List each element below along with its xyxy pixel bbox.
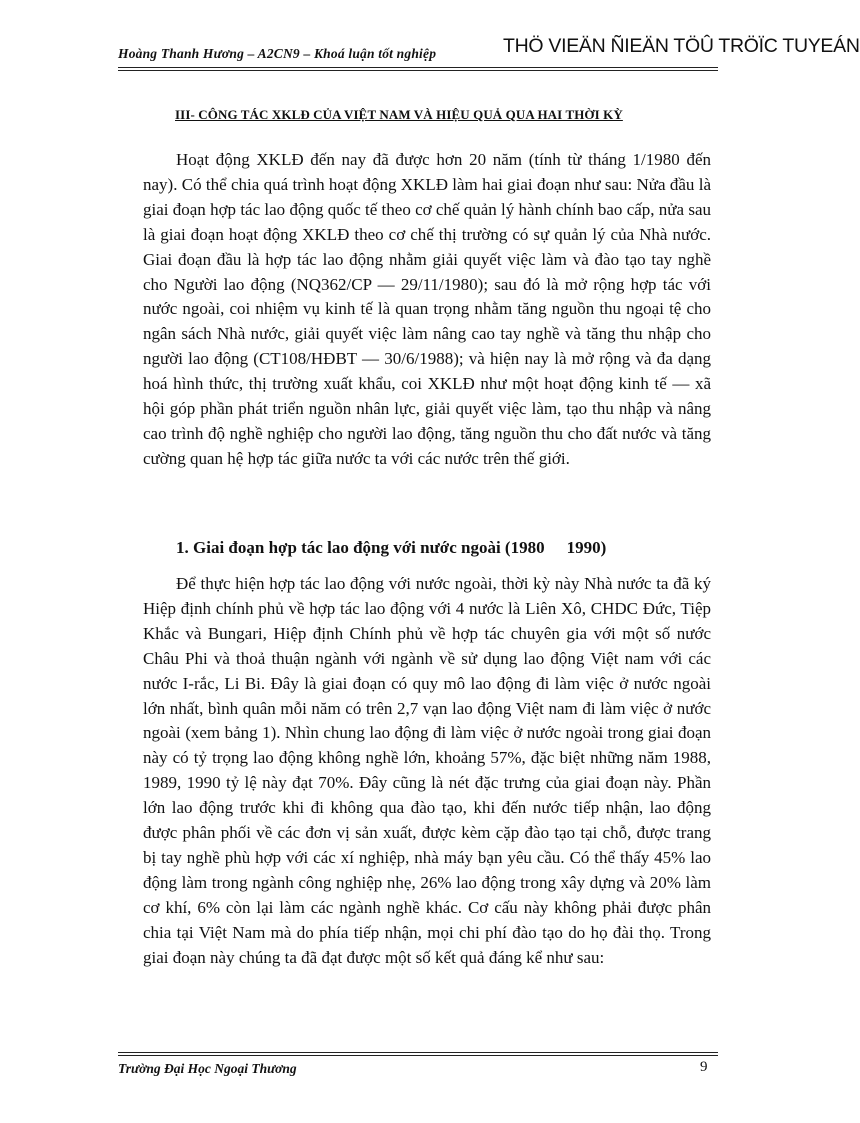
subheading-main: 1. Giai đoạn hợp tác lao động với nước ngoài (1980 bbox=[176, 538, 545, 557]
footer-divider bbox=[118, 1052, 718, 1056]
header-library-banner: THÖ VIEÄN ÑIEÄN TÖÛ TRÖÏC TUYEÁN bbox=[503, 35, 860, 57]
intro-paragraph: Hoạt động XKLĐ đến nay đã được hơn 20 năm (tính từ tháng 1/1980 đến nay). Có thể chia quá trình hoạt động XKLĐ làm hai giai đoạn như sau: Nửa đầu là giai đoạn hợp tác lao động quốc tế theo cơ chế quản lý hành chính bao cấp, nửa sau là giai đoạn hoạt động XKLĐ theo cơ chế thị trường có sự quản lý của Nhà nước. Giai đoạn đầu là hợp tác lao động nhằm giải quyết việc làm và đào tạo tay nghề cho Người lao động (NQ362/CP — 29/11/1980); sau đó là mở rộng hợp tác với nước ngoài, coi nhiệm vụ kinh tế là quan trọng nhằm tăng nguồn thu ngoại tệ cho ngân sách Nhà nước, giải quyết việc làm nâng cao tay nghề và tăng thu nhập cho người lao động (CT108/HĐBT — 30/6/1988); và hiện nay là mở rộng và đa dạng hoá hình thức, thị trường xuất khẩu, coi XKLĐ như một hoạt động kinh tế — xã hội góp phần phát triển nguồn nhân lực, giải quyết việc làm, tạo thu nhập và nâng cao trình độ nghề nghiệp cho người lao động, tăng nguồn thu cho đất nước và tăng cường quan hệ hợp tác giữa nước ta với các nước trên thế giới. bbox=[143, 150, 711, 468]
subheading bbox=[176, 538, 606, 558]
header-divider bbox=[118, 67, 718, 71]
intro-paragraph-block bbox=[143, 148, 711, 472]
page-header bbox=[118, 34, 860, 70]
section-title: III- CÔNG TÁC XKLĐ CỦA VIỆT NAM VÀ HIỆU QUẢ QUA HAI THỜI KỲ bbox=[175, 107, 623, 122]
phase1-paragraph: Để thực hiện hợp tác lao động với nước ngoài, thời kỳ này Nhà nước ta đã ký Hiệp định chính phủ về hợp tác lao động với 4 nước là Liên Xô, CHDC Đức, Tiệp Khắc và Bungari, Hiệp định Chính phủ về hợp tác chuyên gia với một số nước Châu Phi và thoả thuận ngành với ngành về sử dụng lao động Việt nam với các nước I-rắc, Li Bi. Đây là giai đoạn có quy mô lao động đi làm việc ở nước ngoài lớn nhất, bình quân mỗi năm có trên 2,7 vạn lao động Việt nam đi làm việc ở nước ngoài (xem bảng 1). Nhìn chung lao động đi làm việc ở nước ngoài trong giai đoạn này có tỷ trọng lao động không nghề lớn, khoảng 57%, đặc biệt những năm 1988, 1989, 1990 tỷ lệ này đạt 70%. Đây cũng là nét đặc trưng của giai đoạn này. Phần lớn lao động trước khi đi không qua đào tạo, khi đến nước tiếp nhận, lao động được phân phối về các đơn vị sản xuất, được kèm cặp đào tạo tại chỗ, được trang bị tay nghề phù hợp với các xí nghiệp, nhà máy bạn yêu cầu. Có thể thấy 45% lao động làm trong ngành công nghiệp nhẹ, 26% lao động trong xây dựng và 20% làm cơ khí, 6% còn lại làm các ngành nghề khác. Cơ cấu này không phải được phân chia tại Việt Nam mà do phía tiếp nhận, mọi chi phí đào tạo do họ đài thọ. Trong giai đoạn này chúng ta đã đạt được một số kết quả đáng kể như sau: bbox=[143, 574, 711, 967]
header-author-line: Hoàng Thanh Hương – A2CN9 – Khoá luận tốt nghiệp bbox=[118, 46, 437, 61]
page-number: 9 bbox=[700, 1059, 708, 1075]
footer-school: Trường Đại Học Ngoại Thương bbox=[118, 1061, 297, 1076]
subheading-end: 1990) bbox=[566, 538, 607, 557]
phase1-paragraph-block bbox=[143, 572, 711, 971]
